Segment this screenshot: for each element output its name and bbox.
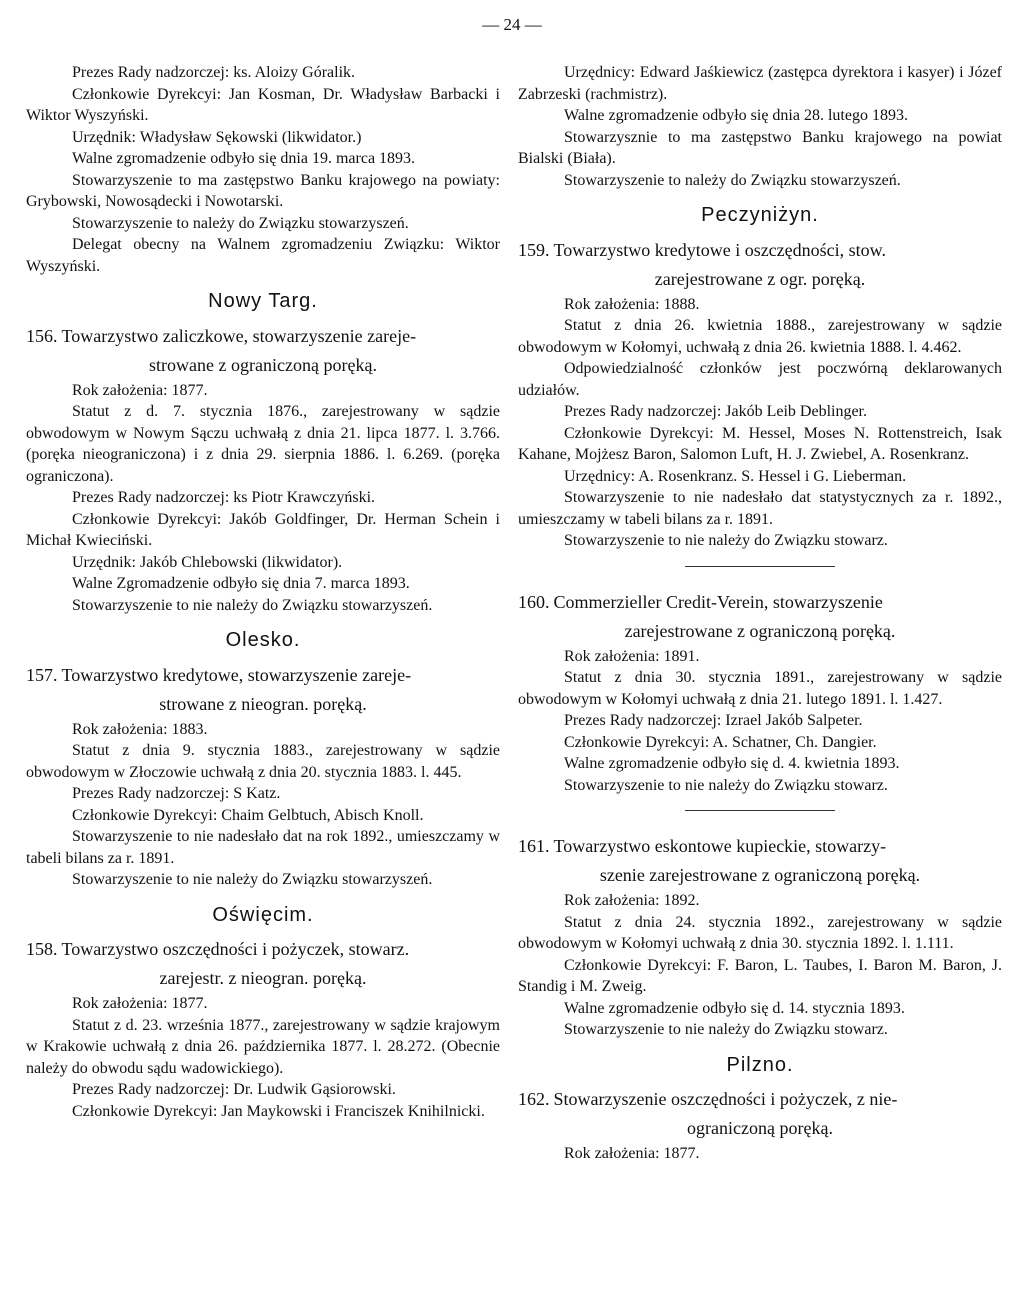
entry-158-heading: [26, 936, 500, 993]
paragraph: Rok założenia: 1891.: [564, 647, 700, 665]
right-column: [518, 62, 1002, 1165]
paragraph: Stowarzyszenie to nie należy do Związku stowarzyszeń.: [72, 871, 433, 888]
place-heading-olesko: Olesko.: [225, 629, 301, 651]
paragraph: Członkowie Dyrekcyi: Jakób Goldfinger, Dr. Herman Schein i Michał Kwieciński.: [26, 510, 500, 549]
paragraph: Statut z dnia 30. stycznia 1891., zarejestrowany w sądzie obwodowym w Kołomyi uchwałą z dnia 21. lutego 1891. l. 1.427.: [518, 669, 1002, 708]
section-divider: [685, 566, 835, 567]
paragraph: Odpowiedzialność członków jest poczwórną deklarowanych udziałów.: [518, 360, 1002, 399]
place-heading-oswiecim: Oświęcim.: [212, 903, 314, 926]
paragraph: Stowarzyszenie to nie nadesłało dat na rok 1892., umieszczamy w tabeli bilans za r. 1891.: [26, 828, 500, 867]
place-heading-peczynizyn: Peczyniżyn.: [701, 204, 819, 226]
paragraph: Statut z dnia 26. kwietnia 1888., zarejestrowany w sądzie obwodowym w Kołomyi, uchwałą z dnia 26. kwietnia 1888. l. 4.462.: [518, 317, 1002, 356]
entry-number: 162.: [518, 1089, 550, 1109]
paragraph: Urzędnicy: A. Rosenkranz. S. Hessel i G. Lieberman.: [564, 467, 907, 485]
paragraph: Rok założenia: 1877.: [72, 381, 208, 399]
paragraph: Członkowie Dyrekcyi: A. Schatner, Ch. Dangier.: [564, 733, 877, 751]
paragraph: Statut z d. 23. września 1877., zarejestrowany w sądzie krajowym w Krakowie uchwałą z dnia 26. października 1877. l. 28.272. (Obecnie należy do obwodu sądu wadowickiego).: [26, 1016, 500, 1077]
paragraph: Walne Zgromadzenie odbyło się dnia 7. marca 1893.: [72, 575, 410, 592]
paragraph: Urzędnicy: Edward Jaśkiewicz (zastępca dyrektora i kasyer) i Józef Zabrzeski (rachmistrz).: [518, 64, 1002, 103]
entry-161-heading: [518, 833, 1002, 890]
paragraph: Walne zgromadzenie odbyło się dnia 19. marca 1893.: [72, 150, 416, 167]
entry-number: 157.: [26, 664, 58, 685]
paragraph: Stowarzyszenie to ma zastępstwo Banku krajowego na powiaty: Grybowski, Nowosądecki i Nowotarski.: [26, 171, 500, 210]
paragraph: Statut z dnia 24. stycznia 1892., zarejestrowany w sądzie obwodowym w Kołomyi uchwałą z dnia 30. stycznia 1892. l. 1.111.: [518, 913, 1002, 952]
paragraph: Rok założenia: 1877.: [564, 1145, 700, 1162]
paragraph: Stowarzyszenie to nie nadesłało dat statystycznych za r. 1892., umieszczamy w tabeli bilans za r. 1891.: [518, 489, 1002, 528]
entry-number: 158.: [26, 939, 58, 959]
paragraph: Stowarzyszenie to należy do Związku stowarzyszeń.: [72, 214, 409, 232]
paragraph: Statut z d. 7. stycznia 1876., zarejestrowany w sądzie obwodowym w Nowym Sączu uchwałą z dnia 21. lipca 1877. l. 3.766. (poręka nieograniczona) i z dnia 29. sierpnia 1886. l. 6.269. (poręka ograniczona).: [26, 403, 500, 485]
entry-title: Towarzystwo oszczędności i pożyczek, stowarz.: [61, 939, 410, 959]
paragraph: Prezes Rady nadzorczej: S Katz.: [72, 785, 281, 802]
paragraph: Członkowie Dyrekcyi: M. Hessel, Moses N. Rottenstreich, Isak Kahane, Mojżesz Baron, Salomon Luft, H. J. Zwiebel, A. Rosenkranz.: [518, 424, 1002, 463]
entry-number: 160.: [518, 591, 550, 612]
entry-159-heading: [518, 237, 1002, 294]
paragraph: Urzędnik: Jakób Chlebowski (likwidator).: [72, 553, 343, 571]
entry-title: Towarzystwo kredytowe, stowarzyszenie zareje-: [61, 664, 412, 685]
paragraph: Stowarzysznie to ma zastępstwo Banku krajowego na powiat Bialski (Biała).: [518, 128, 1002, 167]
entry-subtitle: zarejestrowane z ogr. poręką.: [654, 268, 866, 289]
paragraph: Urzędnik: Władysław Sękowski (likwidator.): [72, 128, 362, 146]
paragraph: Walne zgromadzenie odbyło się d. 14. stycznia 1893.: [564, 999, 905, 1017]
paragraph: Statut z dnia 9. stycznia 1883., zarejestrowany w sądzie obwodowym w Złoczowie uchwałą z dnia 20. stycznia 1883. l. 445.: [26, 742, 500, 781]
entry-title: Commerzieller Credit-Verein, stowarzyszenie: [553, 591, 883, 612]
entry-subtitle: zarejestr. z nieogran. poręką.: [159, 968, 367, 988]
paragraph: Prezes Rady nadzorczej: ks Piotr Krawczyński.: [72, 489, 376, 506]
place-heading-nowy-targ: Nowy Targ.: [208, 290, 318, 312]
entry-subtitle: ograniczoną poręką.: [687, 1118, 833, 1138]
paragraph: Stowarzyszenie to należy do Związku stowarzyszeń.: [564, 171, 901, 189]
paragraph: Prezes Rady nadzorczej: Jakób Leib Deblinger.: [564, 403, 867, 420]
paragraph: Członkowie Dyrekcyi: Jan Maykowski i Franciszek Knihilnicki.: [72, 1102, 485, 1120]
page-number: — 24 —: [482, 15, 542, 34]
entry-subtitle: strowane z nieogran. poręką.: [159, 693, 367, 714]
paragraph: Stowarzyszenie to nie należy do Związku stowarz.: [564, 1021, 888, 1038]
paragraph: Stowarzyszenie to nie należy do Związku stowarzyszeń.: [72, 596, 433, 614]
entry-number: 156.: [26, 325, 58, 346]
entry-156-heading: [26, 323, 500, 380]
paragraph: Rok założenia: 1877.: [72, 995, 208, 1012]
paragraph: Prezes Rady nadzorczej: ks. Aloizy Góralik.: [72, 64, 356, 81]
paragraph: Delegat obecny na Walnem zgromadzeniu Związku: Wiktor Wyszyński.: [26, 236, 500, 275]
paragraph: Walne zgromadzenie odbyło się d. 4. kwietnia 1893.: [564, 755, 900, 772]
entry-157-heading: [26, 662, 500, 719]
section-divider: [685, 810, 835, 811]
paragraph: Stowarzyszenie to nie należy do Związku stowarz.: [564, 532, 888, 549]
paragraph: Stowarzyszenie to nie należy do Związku stowarz.: [564, 776, 888, 794]
entry-162-heading: [518, 1086, 1002, 1143]
place-heading-pilzno: Pilzno.: [726, 1053, 794, 1076]
paragraph: Rok założenia: 1883.: [72, 720, 208, 738]
paragraph: Członkowie Dyrekcyi: Jan Kosman, Dr. Władysław Barbacki i Wiktor Wyszyński.: [26, 85, 500, 124]
entry-subtitle: strowane z ograniczoną poręką.: [149, 354, 377, 375]
entry-160-heading: [518, 589, 1002, 646]
entry-title: Towarzystwo zaliczkowe, stowarzyszenie zareje-: [61, 325, 417, 346]
entry-title: Towarzystwo kredytowe i oszczędności, stow.: [553, 239, 886, 260]
paragraph: Rok założenia: 1888.: [564, 295, 700, 313]
paragraph: Walne zgromadzenie odbyło się dnia 28. lutego 1893.: [564, 107, 908, 124]
entry-subtitle: szenie zarejestrowane z ograniczoną poręką.: [599, 865, 921, 885]
entry-number: 159.: [518, 239, 550, 260]
paragraph: Prezes Rady nadzorczej: Dr. Ludwik Gąsiorowski.: [72, 1081, 396, 1098]
paragraph: Członkowie Dyrekcyi: F. Baron, L. Taubes, I. Baron M. Baron, J. Standig i M. Zweig.: [518, 956, 1002, 995]
entry-number: 161.: [518, 836, 550, 856]
left-column: [26, 62, 500, 1122]
paragraph: Prezes Rady nadzorczej: Izrael Jakób Salpeter.: [564, 712, 863, 729]
entry-title: Stowarzyszenie oszczędności i pożyczek, z nie-: [553, 1089, 898, 1109]
paragraph: Rok założenia: 1892.: [564, 892, 700, 909]
entry-title: Towarzystwo eskontowe kupieckie, stowarzy-: [553, 836, 887, 856]
entry-subtitle: zarejestrowane z ograniczoną poręką.: [624, 620, 896, 641]
paragraph: Członkowie Dyrekcyi: Chaim Gelbtuch, Abisch Knoll.: [72, 806, 424, 824]
